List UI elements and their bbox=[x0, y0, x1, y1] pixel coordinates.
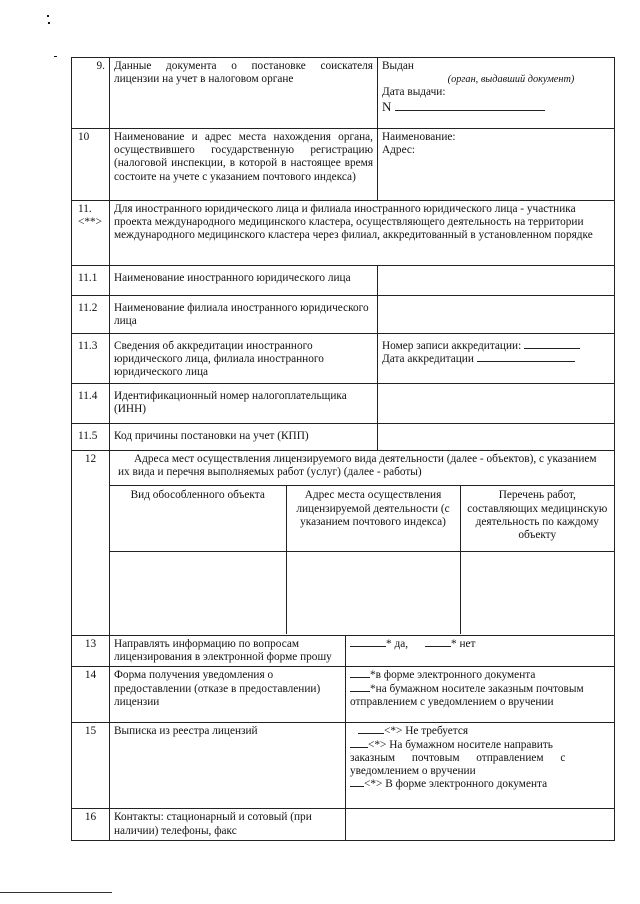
paper-option[interactable]: *на бумажном носителе заказным почтовым отправлением с уведомлением о вручении bbox=[350, 682, 584, 708]
form-row-11-1 bbox=[72, 266, 615, 296]
yes-option[interactable]: * да, bbox=[386, 638, 409, 650]
row-number: 15 bbox=[72, 723, 110, 809]
objects-works-cell[interactable] bbox=[460, 552, 614, 634]
row-number-text: 11. bbox=[78, 203, 92, 215]
row-description: Идентификационный номер налогоплательщика (ИНН) bbox=[110, 384, 378, 424]
row-number: 12 bbox=[72, 451, 110, 636]
row-value[interactable] bbox=[378, 334, 615, 384]
objects-type-cell[interactable] bbox=[110, 552, 286, 634]
issue-date-label: Дата выдачи: bbox=[382, 86, 446, 99]
row-number: 11.3 bbox=[72, 334, 110, 384]
paper-option[interactable]: <*> На бумажном носителе направить bbox=[368, 738, 553, 751]
no-option[interactable]: * нет bbox=[451, 638, 476, 650]
form-row-16 bbox=[72, 809, 615, 840]
yes-blank[interactable] bbox=[350, 646, 386, 647]
row-description: Форма получения уведомления о предоставлении (отказе в предоставлении) лицензии bbox=[110, 667, 346, 723]
row-number: 13 bbox=[72, 636, 110, 667]
row-value[interactable] bbox=[378, 129, 615, 201]
row-value[interactable] bbox=[346, 809, 615, 840]
option-blank[interactable] bbox=[350, 691, 370, 692]
row-number: 14 bbox=[72, 667, 110, 723]
footnote-separator bbox=[0, 892, 112, 893]
paper-option-cont: заказным почтовым отправлением с bbox=[350, 751, 566, 764]
not-required-option[interactable]: <*> Не требуется bbox=[384, 725, 469, 738]
row-value[interactable] bbox=[378, 266, 615, 296]
row-value[interactable] bbox=[378, 384, 615, 424]
objects-col-works: Перечень работ, составляющих медицинскую деятельность по каждому объекту bbox=[460, 486, 614, 552]
form-row-11-5 bbox=[72, 424, 615, 451]
objects-table bbox=[110, 485, 614, 634]
form-row-13 bbox=[72, 636, 615, 667]
objects-col-address: Адрес места осуществления лицензируемой деятельности (с указанием почтового индекса) bbox=[286, 486, 460, 552]
objects-data-row bbox=[110, 552, 614, 634]
no-blank[interactable] bbox=[425, 646, 451, 647]
form-row-11-3 bbox=[72, 334, 615, 384]
record-number-label: Номер записи аккредитации: bbox=[382, 340, 522, 352]
row-number: 11.4 bbox=[72, 384, 110, 424]
form-row-14 bbox=[72, 667, 615, 723]
option-blank[interactable] bbox=[350, 786, 364, 787]
form-row-11-4 bbox=[72, 384, 615, 424]
row-description: Сведения об аккредитации иностранного юридического лица, филиала иностранного юридического лица bbox=[110, 334, 378, 384]
accreditation-date-blank[interactable] bbox=[477, 361, 575, 362]
option-blank[interactable] bbox=[350, 677, 370, 678]
row-description: Направлять информацию по вопросам лицензирования в электронной форме прошу bbox=[110, 636, 346, 667]
option-blank[interactable] bbox=[350, 747, 368, 748]
row-description: Наименование иностранного юридического лица bbox=[110, 266, 378, 296]
accreditation-date-label: Дата аккредитации bbox=[382, 353, 474, 366]
objects-col-type: Вид обособленного объекта bbox=[110, 486, 286, 552]
objects-header-row bbox=[110, 486, 614, 552]
form-row-11 bbox=[72, 201, 615, 266]
row-description: Код причины постановки на учет (КПП) bbox=[110, 424, 378, 451]
number-blank[interactable] bbox=[395, 110, 545, 111]
row-number: 11.2 bbox=[72, 296, 110, 334]
row-description: Данные документа о постановке соискателя лицензии на учет в налоговом органе bbox=[110, 58, 378, 129]
row-value[interactable] bbox=[378, 424, 615, 451]
paper-option-cont2: уведомлением о вручении bbox=[350, 765, 476, 778]
row-value[interactable] bbox=[378, 296, 615, 334]
row-number: 11.5 bbox=[72, 424, 110, 451]
row-number: 11.1 bbox=[72, 266, 110, 296]
address-label: Адрес: bbox=[382, 144, 416, 157]
scan-speck bbox=[54, 56, 57, 57]
name-label: Наименование: bbox=[382, 131, 456, 143]
option-blank[interactable] bbox=[358, 733, 384, 734]
electronic-option[interactable]: <*> В форме электронного документа bbox=[364, 778, 548, 791]
row-value bbox=[346, 636, 615, 667]
row-number: 9. bbox=[72, 58, 110, 129]
row-number: 16 bbox=[72, 809, 110, 840]
issued-label: Выдан bbox=[382, 60, 414, 72]
row-description: Для иностранного юридического лица и филиала иностранного юридического лица - участника проекта международного медицинского кластера, осуществляющего деятельность на территории международного медицинского кластера через филиал, аккредитованный в установленном порядке bbox=[110, 201, 615, 266]
objects-address-cell[interactable] bbox=[286, 552, 460, 634]
form-row-10 bbox=[72, 129, 615, 201]
footnote-ref: <**> bbox=[78, 216, 103, 229]
row-description: Контакты: стационарный и сотовый (при наличии) телефоны, факс bbox=[110, 809, 346, 840]
application-form-table bbox=[71, 57, 615, 841]
row-number bbox=[72, 201, 110, 266]
number-label: N bbox=[382, 98, 392, 114]
scan-speck bbox=[47, 15, 49, 17]
scan-speck bbox=[48, 22, 50, 24]
form-row-15 bbox=[72, 723, 615, 809]
row-value bbox=[346, 723, 615, 809]
row-number: 10 bbox=[72, 129, 110, 201]
row-description: Адреса мест осуществления лицензируемого вида деятельности (далее - объектов), с указанием их вида и перечня выполняемых работ (услуг) (далее - работы) bbox=[118, 453, 597, 479]
electronic-option[interactable]: *в форме электронного документа bbox=[370, 669, 536, 682]
row-description: Наименование и адрес места нахождения органа, осуществившего государственную регистрацию (налоговой инспекции, в которой в настоящее время состоите на учете с указанием почтового индекса) bbox=[110, 129, 378, 201]
form-row-11-2 bbox=[72, 296, 615, 334]
objects-cell bbox=[110, 451, 615, 636]
row-value bbox=[346, 667, 615, 723]
row-description: Наименование филиала иностранного юридического лица bbox=[110, 296, 378, 334]
row-description: Выписка из реестра лицензий bbox=[110, 723, 346, 809]
form-row-12 bbox=[72, 451, 615, 636]
record-number-blank[interactable] bbox=[524, 348, 580, 349]
row-value[interactable] bbox=[378, 58, 615, 129]
issuer-note: (орган, выдавший документ) bbox=[447, 74, 575, 86]
form-row-9 bbox=[72, 58, 615, 129]
